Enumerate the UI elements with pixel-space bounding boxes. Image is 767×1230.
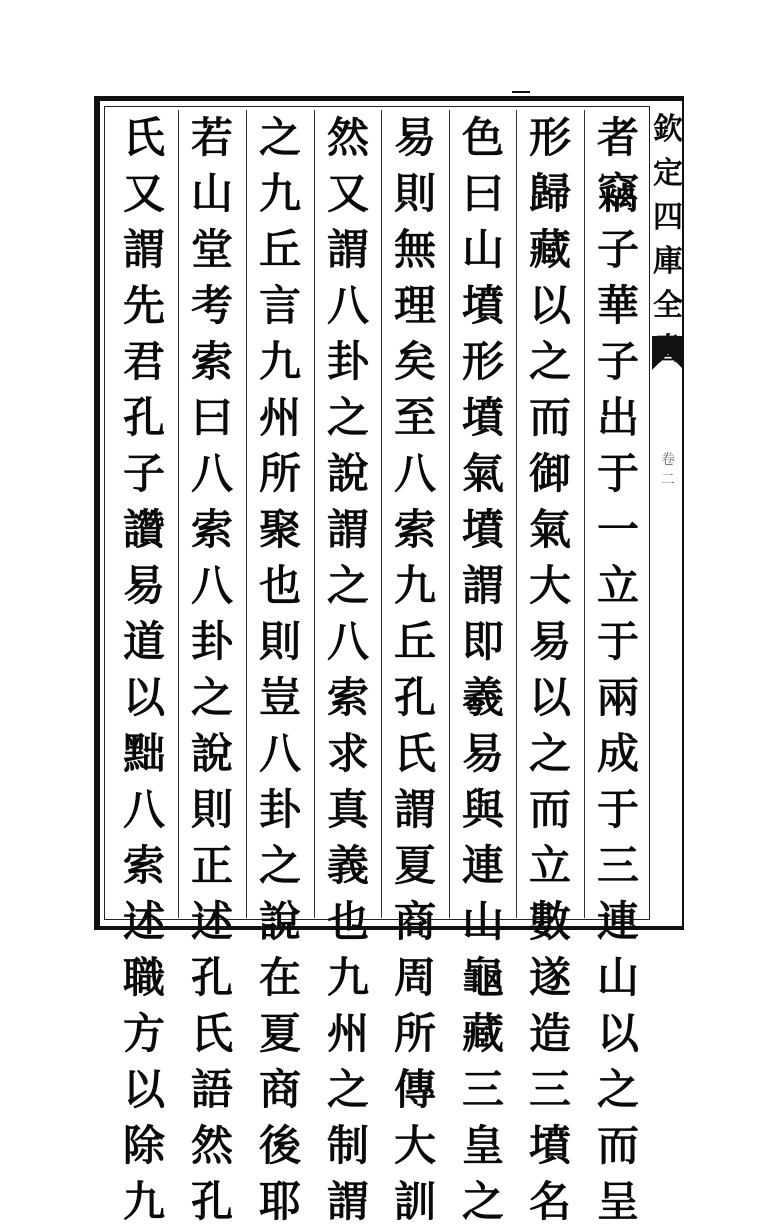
- column-char: 之: [326, 393, 369, 442]
- column-char: 連: [596, 897, 639, 946]
- column-char: 出: [596, 393, 639, 442]
- column-char: 之: [596, 1065, 639, 1114]
- column-char: 曰: [190, 393, 233, 442]
- column-char: 謂: [122, 225, 165, 274]
- column-char: 山: [461, 225, 504, 274]
- column-char: 立: [596, 561, 639, 610]
- column-char: 山: [190, 169, 233, 218]
- column-char: 說: [258, 897, 301, 946]
- column-char: 真: [326, 785, 369, 834]
- column-char: 謂: [326, 505, 369, 554]
- column-char: 而: [528, 393, 571, 442]
- text-column-2: [518, 110, 582, 1226]
- column-char: 八: [258, 729, 301, 778]
- margin-char: 定: [653, 156, 683, 191]
- column-char: 謂: [326, 225, 369, 274]
- column-char: 述: [122, 897, 165, 946]
- column-char: 九: [258, 337, 301, 386]
- column-char: 氣: [528, 505, 571, 554]
- column-char: 者: [596, 113, 639, 162]
- column-char: 八: [122, 785, 165, 834]
- column-char: 形: [528, 113, 571, 162]
- column-char: 矣: [393, 337, 436, 386]
- column-char: 之: [326, 561, 369, 610]
- column-rule: [381, 110, 382, 918]
- column-char: 八: [393, 449, 436, 498]
- column-char: 所: [258, 449, 301, 498]
- column-char: 孔: [190, 1177, 233, 1226]
- column-char: 呈: [596, 1177, 639, 1226]
- column-char: 而: [596, 1121, 639, 1170]
- column-char: 氏: [190, 1009, 233, 1058]
- column-char: 名: [528, 1177, 571, 1226]
- column-char: 也: [258, 561, 301, 610]
- column-char: 色: [461, 113, 504, 162]
- column-char: 則: [190, 785, 233, 834]
- column-char: 墳: [528, 1121, 571, 1170]
- column-char: 以: [122, 1065, 165, 1114]
- column-char: 索: [190, 505, 233, 554]
- column-char: 以: [528, 673, 571, 722]
- column-char: 丘: [393, 617, 436, 666]
- text-column-4: [383, 110, 447, 1226]
- margin-char: 欽: [653, 112, 683, 147]
- column-char: 州: [258, 393, 301, 442]
- column-char: 卦: [326, 337, 369, 386]
- column-char: 訓: [393, 1177, 436, 1226]
- column-char: 語: [190, 1065, 233, 1114]
- text-column-8: [112, 110, 176, 1226]
- column-char: 而: [528, 785, 571, 834]
- column-char: 傳: [393, 1065, 436, 1114]
- column-char: 又: [326, 169, 369, 218]
- column-rule: [246, 110, 247, 918]
- text-column-5: [316, 110, 380, 1226]
- column-char: 也: [326, 897, 369, 946]
- column-char: 商: [258, 1065, 301, 1114]
- column-char: 若: [190, 113, 233, 162]
- column-char: 則: [393, 169, 436, 218]
- column-char: 八: [190, 449, 233, 498]
- column-char: 除: [122, 1121, 165, 1170]
- column-char: 九: [393, 561, 436, 610]
- column-char: 以: [528, 281, 571, 330]
- column-rule: [178, 110, 179, 918]
- column-char: 之: [461, 1177, 504, 1226]
- column-char: 九: [122, 1177, 165, 1226]
- margin-char: 卷: [661, 452, 675, 468]
- column-char: 則: [258, 617, 301, 666]
- column-char: 三: [461, 1065, 504, 1114]
- text-column-6: [248, 110, 312, 1226]
- column-char: 讚: [122, 505, 165, 554]
- column-char: 氣: [461, 449, 504, 498]
- column-char: 考: [190, 281, 233, 330]
- column-char: 華: [596, 281, 639, 330]
- column-char: 即: [461, 617, 504, 666]
- column-char: 一: [596, 505, 639, 554]
- column-char: 以: [122, 673, 165, 722]
- column-char: 子: [122, 449, 165, 498]
- column-char: 堂: [190, 225, 233, 274]
- column-char: 謂: [393, 785, 436, 834]
- column-char: 形: [461, 337, 504, 386]
- column-char: 子: [596, 225, 639, 274]
- column-char: 理: [393, 281, 436, 330]
- top-mark: [512, 91, 530, 93]
- column-rule: [449, 110, 450, 918]
- column-char: 索: [326, 673, 369, 722]
- column-char: 豈: [258, 673, 301, 722]
- column-char: 之: [326, 1065, 369, 1114]
- column-char: 藏: [461, 1009, 504, 1058]
- column-char: 八: [326, 281, 369, 330]
- column-char: 商: [393, 897, 436, 946]
- column-char: 墳: [461, 281, 504, 330]
- column-char: 立: [528, 841, 571, 890]
- column-char: 周: [393, 953, 436, 1002]
- column-char: 遂: [528, 953, 571, 1002]
- margin-title: [652, 108, 684, 372]
- column-char: 義: [326, 841, 369, 890]
- column-char: 數: [528, 897, 571, 946]
- column-char: 墳: [461, 393, 504, 442]
- column-char: 山: [596, 953, 639, 1002]
- column-char: 黜: [122, 729, 165, 778]
- column-char: 藏: [528, 225, 571, 274]
- column-char: 制: [326, 1121, 369, 1170]
- column-char: 聚: [258, 505, 301, 554]
- column-char: 之: [258, 113, 301, 162]
- column-char: 卦: [258, 785, 301, 834]
- column-char: 之: [528, 729, 571, 778]
- fishtail-mark: [652, 336, 684, 370]
- column-char: 然: [326, 113, 369, 162]
- column-char: 無: [393, 225, 436, 274]
- column-char: 說: [190, 729, 233, 778]
- column-char: 所: [393, 1009, 436, 1058]
- column-char: 子: [596, 337, 639, 386]
- column-char: 職: [122, 953, 165, 1002]
- column-char: 曰: [461, 169, 504, 218]
- column-char: 九: [258, 169, 301, 218]
- column-char: 卦: [190, 617, 233, 666]
- column-char: 兩: [596, 673, 639, 722]
- column-char: 索: [190, 337, 233, 386]
- column-char: 氏: [122, 113, 165, 162]
- column-char: 索: [393, 505, 436, 554]
- column-char: 大: [393, 1121, 436, 1170]
- column-char: 歸: [528, 169, 571, 218]
- column-char: 謂: [326, 1177, 369, 1226]
- column-char: 正: [190, 841, 233, 890]
- column-char: 八: [190, 561, 233, 610]
- column-char: 氏: [393, 729, 436, 778]
- column-char: 後: [258, 1121, 301, 1170]
- column-char: 州: [326, 1009, 369, 1058]
- column-char: 言: [258, 281, 301, 330]
- column-char: 方: [122, 1009, 165, 1058]
- column-char: 三: [528, 1065, 571, 1114]
- column-char: 以: [596, 1009, 639, 1058]
- column-char: 之: [258, 841, 301, 890]
- column-rule: [516, 110, 517, 918]
- column-char: 耶: [258, 1177, 301, 1226]
- column-char: 成: [596, 729, 639, 778]
- column-char: 易: [461, 729, 504, 778]
- column-char: 竊: [596, 169, 639, 218]
- column-char: 山: [461, 897, 504, 946]
- text-column-1: [586, 110, 650, 1226]
- column-char: 又: [122, 169, 165, 218]
- margin-char: 庫: [653, 244, 683, 279]
- column-char: 于: [596, 449, 639, 498]
- column-char: 皇: [461, 1121, 504, 1170]
- column-char: 造: [528, 1009, 571, 1058]
- column-char: 謂: [461, 561, 504, 610]
- column-char: 連: [461, 841, 504, 890]
- column-char: 三: [596, 841, 639, 890]
- column-char: 羲: [461, 673, 504, 722]
- column-char: 然: [190, 1121, 233, 1170]
- margin-char: 全: [653, 288, 683, 323]
- column-char: 述: [190, 897, 233, 946]
- column-rule: [584, 110, 585, 918]
- column-char: 八: [326, 617, 369, 666]
- column-char: 至: [393, 393, 436, 442]
- column-char: 大: [528, 561, 571, 610]
- column-char: 在: [258, 953, 301, 1002]
- column-char: 于: [596, 617, 639, 666]
- column-char: 于: [596, 785, 639, 834]
- column-char: 之: [190, 673, 233, 722]
- column-char: 說: [326, 449, 369, 498]
- column-char: 夏: [393, 841, 436, 890]
- column-char: 夏: [258, 1009, 301, 1058]
- column-char: 道: [122, 617, 165, 666]
- column-char: 九: [326, 953, 369, 1002]
- column-char: 與: [461, 785, 504, 834]
- margin-char: 二: [661, 472, 675, 488]
- text-column-7: [180, 110, 244, 1226]
- column-char: 龜: [461, 953, 504, 1002]
- column-char: 之: [528, 337, 571, 386]
- column-char: 易: [122, 561, 165, 610]
- margin-juan-number: [652, 450, 684, 490]
- column-char: 丘: [258, 225, 301, 274]
- column-char: 孔: [122, 393, 165, 442]
- column-char: 先: [122, 281, 165, 330]
- column-char: 易: [528, 617, 571, 666]
- column-char: 墳: [461, 505, 504, 554]
- column-char: 御: [528, 449, 571, 498]
- margin-char: 四: [653, 200, 683, 235]
- text-column-3: [451, 110, 515, 1226]
- column-char: 求: [326, 729, 369, 778]
- column-char: 孔: [190, 953, 233, 1002]
- column-char: 易: [393, 113, 436, 162]
- column-char: 孔: [393, 673, 436, 722]
- column-char: 君: [122, 337, 165, 386]
- column-rule: [314, 110, 315, 918]
- column-char: 索: [122, 841, 165, 890]
